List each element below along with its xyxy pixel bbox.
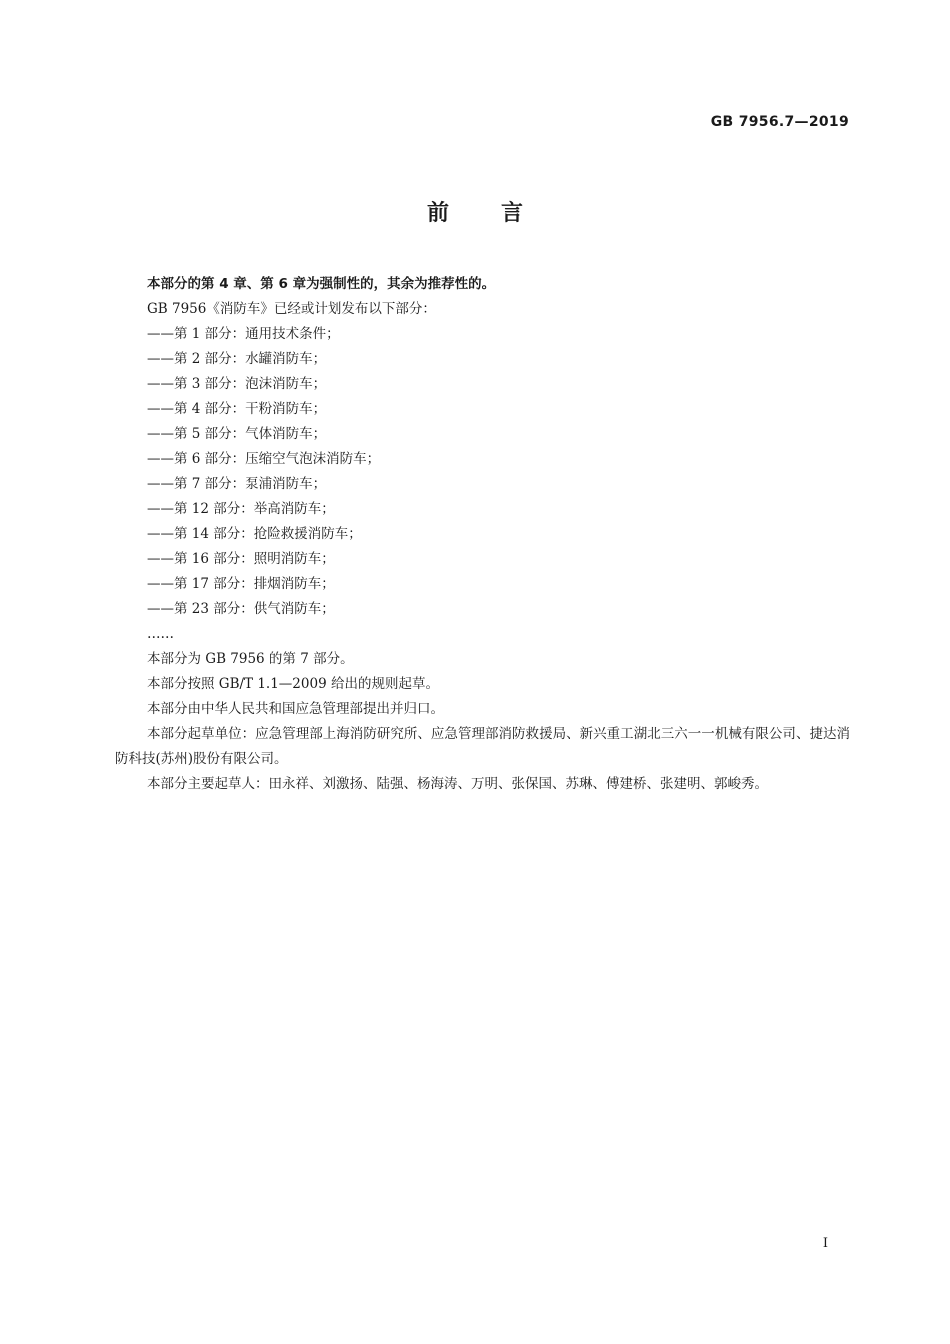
drafting-units: 本部分起草单位：应急管理部上海消防研究所、应急管理部消防救援局、新兴重工湖北三六一一机械有限公司、捷达消防科技(苏州)股份有限公司。 xyxy=(115,726,850,767)
standard-code: GB 7956.7—2019 xyxy=(710,114,849,130)
series-intro: GB 7956《消防车》已经或计划发布以下部分： xyxy=(147,301,436,317)
list-item: ——第 4 部分：干粉消防车； xyxy=(147,401,327,417)
list-item: ——第 5 部分：气体消防车； xyxy=(147,426,327,442)
list-item: ——第 2 部分：水罐消防车； xyxy=(147,351,327,367)
mandatory-note: 本部分的第 4 章、第 6 章为强制性的，其余为推荐性的。 xyxy=(147,276,496,292)
list-item: ——第 23 部分：供气消防车； xyxy=(147,601,335,617)
proposer-statement: 本部分由中华人民共和国应急管理部提出并归口。 xyxy=(147,701,444,717)
page-number: I xyxy=(822,1236,828,1251)
list-item: ——第 7 部分：泵浦消防车； xyxy=(147,476,327,492)
drafting-rule: 本部分按照 GB/T 1.1—2009 给出的规则起草。 xyxy=(147,676,439,692)
part-statement: 本部分为 GB 7956 的第 7 部分。 xyxy=(147,651,354,667)
list-item: ——第 6 部分：压缩空气泡沫消防车； xyxy=(147,451,381,467)
foreword-body xyxy=(115,272,850,797)
list-item: ——第 14 部分：抢险救援消防车； xyxy=(147,526,362,542)
list-item: ——第 1 部分：通用技术条件； xyxy=(147,326,340,342)
list-item: ——第 16 部分：照明消防车； xyxy=(147,551,335,567)
drafters: 本部分主要起草人：田永祥、刘激扬、陆强、杨海涛、万明、张保国、苏琳、傅建桥、张建明、郭峻秀。 xyxy=(147,776,768,792)
list-item: ——第 17 部分：排烟消防车； xyxy=(147,576,335,592)
page-title: 前言 xyxy=(426,201,575,226)
list-ellipsis: …… xyxy=(147,626,174,642)
list-item: ——第 12 部分：举高消防车； xyxy=(147,501,335,517)
list-item: ——第 3 部分：泡沫消防车； xyxy=(147,376,327,392)
